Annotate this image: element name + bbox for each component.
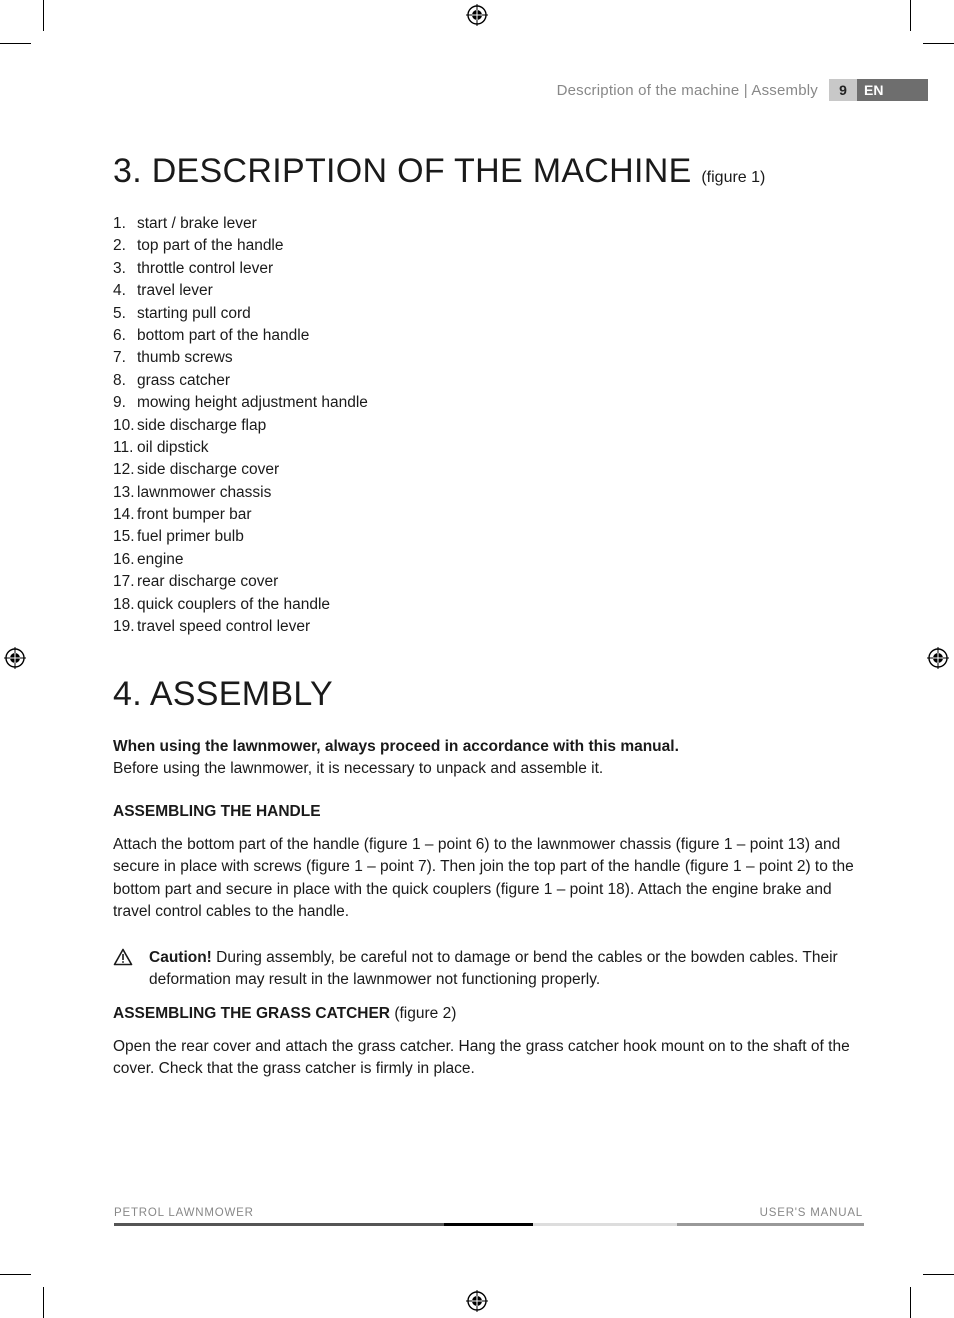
list-item	[113, 258, 368, 280]
list-item-label: starting pull cord	[137, 304, 251, 322]
list-item-label: top part of the handle	[137, 237, 284, 255]
list-item-label: thumb screws	[137, 349, 233, 367]
crop-mark	[923, 43, 954, 44]
list-item	[113, 594, 368, 616]
list-item	[113, 415, 368, 437]
list-item-label: side discharge flap	[137, 416, 267, 434]
list-item-label: oil dipstick	[137, 438, 209, 456]
language-badge: EN	[857, 79, 928, 101]
caution-label: Caution!	[149, 949, 212, 966]
footer-manual-label: USER'S MANUAL	[759, 1207, 863, 1219]
list-item-number: 9.	[113, 394, 126, 412]
list-item-label: front bumper bar	[137, 506, 252, 524]
footer-bar-segment	[114, 1223, 444, 1226]
registration-mark-icon	[466, 1290, 488, 1312]
list-item	[113, 437, 368, 459]
list-item	[113, 482, 368, 504]
crop-mark	[910, 1287, 911, 1318]
grass-catcher-figure-ref: (figure 2)	[394, 1005, 457, 1022]
list-item-label: fuel primer bulb	[137, 528, 244, 546]
registration-mark-icon	[927, 647, 949, 669]
registration-mark-icon	[4, 647, 26, 669]
list-item	[113, 325, 368, 347]
list-item-number: 16.	[113, 550, 135, 568]
section-3-title	[113, 152, 765, 191]
list-item-number: 13.	[113, 483, 135, 501]
caution-note	[149, 947, 859, 992]
list-item	[113, 235, 368, 257]
list-item	[113, 616, 368, 638]
footer-product-name: PETROL LAWNMOWER	[114, 1207, 254, 1219]
grass-catcher-instructions: Open the rear cover and attach the grass catcher. Hang the grass catcher hook mount on to the shaft of the cover. Check that the grass catcher is firmly in place.	[113, 1038, 850, 1078]
section-3-figure-ref: (figure 1)	[701, 169, 766, 186]
list-item	[113, 347, 368, 369]
grass-catcher-heading	[113, 1005, 456, 1023]
list-item	[113, 213, 368, 235]
section-4-title: 4. ASSEMBLY	[113, 675, 334, 713]
footer-bar-segment	[533, 1223, 677, 1226]
list-item	[113, 526, 368, 548]
crop-mark	[0, 43, 31, 44]
registration-mark-icon	[466, 4, 488, 26]
list-item-label: start / brake lever	[137, 215, 257, 232]
list-item-label: side discharge cover	[137, 461, 280, 479]
list-item-number: 14.	[113, 506, 135, 524]
list-item-number: 6.	[113, 326, 126, 344]
list-item	[113, 280, 368, 302]
list-item-label: grass catcher	[137, 371, 231, 389]
list-item-label: quick couplers of the handle	[137, 595, 331, 613]
assembly-intro-text: Before using the lawnmower, it is necessary to unpack and assemble it.	[113, 760, 604, 778]
list-item-label: mowing height adjustment handle	[137, 394, 368, 412]
list-item-label: travel speed control lever	[137, 618, 311, 636]
list-item-label: travel lever	[137, 282, 213, 300]
warning-triangle-icon	[113, 948, 133, 966]
crop-mark	[0, 1274, 31, 1275]
list-item-label: throttle control lever	[137, 259, 274, 277]
list-item-number: 4.	[113, 282, 126, 300]
parts-list	[113, 213, 368, 638]
header-section-title: Description of the machine | Assembly	[556, 82, 818, 99]
list-item-number: 10.	[113, 416, 135, 434]
crop-mark	[923, 1274, 954, 1275]
list-item-number: 19.	[113, 618, 135, 636]
list-item-label: rear discharge cover	[137, 573, 279, 591]
list-item	[113, 303, 368, 325]
crop-mark	[910, 0, 911, 31]
handle-instructions: Attach the bottom part of the handle (figure 1 – point 6) to the lawnmower chassis (figure 1 – point 13) and secure in place with screws (figure 1 – point 7). Then join the top part of the handle (figure 1 – point 2) to the bottom part and secure in place with the quick couplers (figure 1 – point 18). Attach the engine brake and travel control cables to the handle.	[113, 836, 854, 921]
page-number: 9	[829, 79, 857, 101]
list-item	[113, 504, 368, 526]
footer-bar-segment	[444, 1223, 533, 1226]
list-item	[113, 571, 368, 593]
list-item-number: 17.	[113, 573, 135, 591]
caution-text: During assembly, be careful not to damage or bend the cables or the bowden cables. Their deformation may result in the lawnmower not functioning properly.	[149, 949, 838, 989]
list-item-number: 3.	[113, 259, 126, 277]
list-item-label: lawnmower chassis	[137, 483, 272, 501]
list-item-number: 1.	[113, 215, 126, 232]
list-item-label: bottom part of the handle	[137, 326, 310, 344]
grass-catcher-heading-text: ASSEMBLING THE GRASS CATCHER	[113, 1005, 391, 1022]
footer-bar-segment	[677, 1223, 864, 1226]
list-item-number: 11.	[113, 438, 134, 456]
list-item-number: 7.	[113, 349, 126, 367]
list-item-number: 15.	[113, 528, 135, 546]
list-item-number: 18.	[113, 595, 135, 613]
list-item-number: 2.	[113, 237, 126, 255]
list-item	[113, 459, 368, 481]
crop-mark	[43, 0, 44, 31]
crop-mark	[43, 1287, 44, 1318]
handle-heading: ASSEMBLING THE HANDLE	[113, 803, 321, 820]
list-item-number: 12.	[113, 461, 135, 479]
list-item-number: 8.	[113, 371, 126, 389]
list-item-label: engine	[137, 550, 184, 568]
list-item	[113, 392, 368, 414]
section-3-title-text: 3. DESCRIPTION OF THE MACHINE	[113, 152, 692, 190]
assembly-intro	[113, 736, 858, 781]
assembly-intro-bold: When using the lawnmower, always proceed in accordance with this manual.	[113, 738, 679, 755]
list-item	[113, 549, 368, 571]
list-item	[113, 370, 368, 392]
list-item-number: 5.	[113, 304, 126, 322]
